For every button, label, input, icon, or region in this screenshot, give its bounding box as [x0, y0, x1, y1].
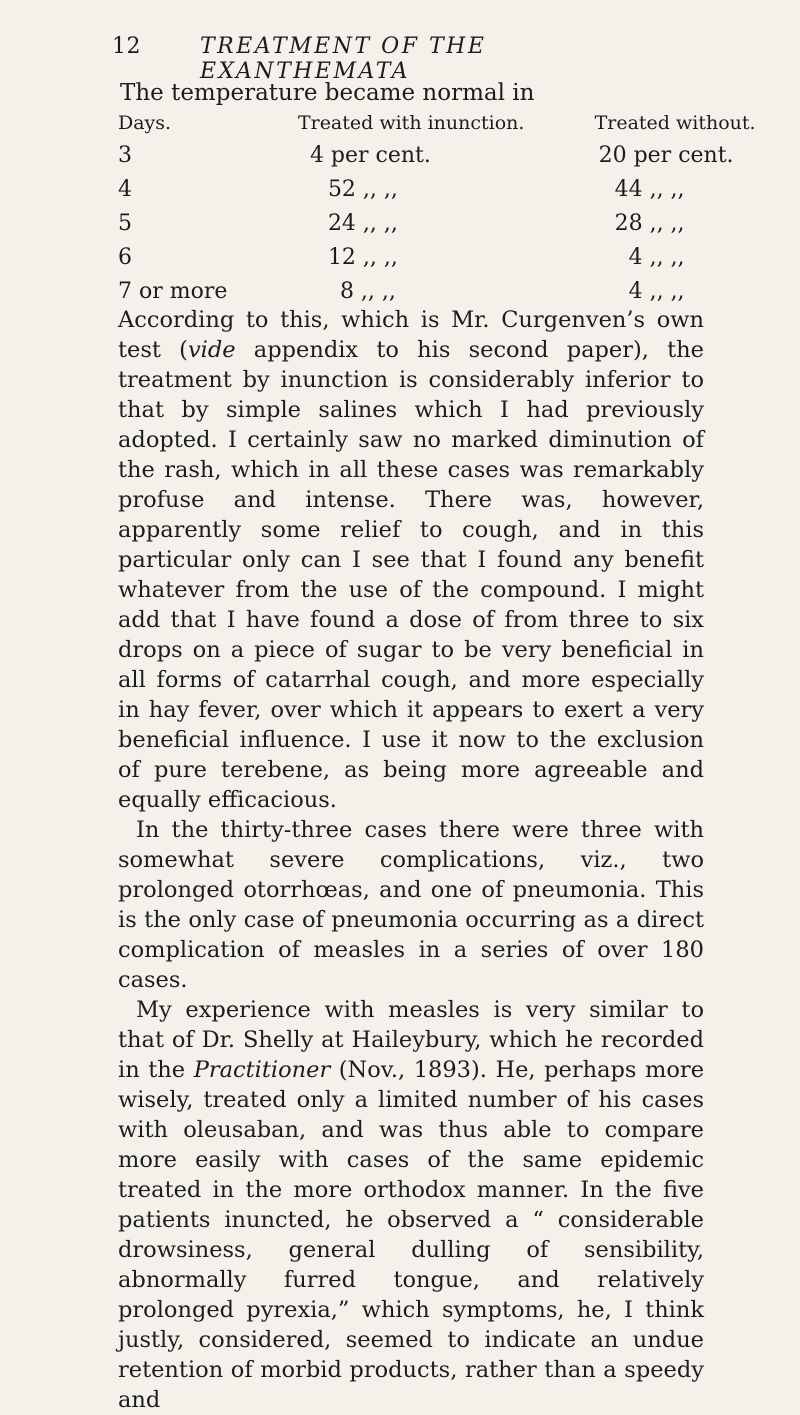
- paragraph-complications: In the thirty-three cases there were three with somewhat severe complications, viz., two prolonged otorrhœas, and one of pneumonia. This is the only case of pneumonia occurring as a direct complication of measles in a series of over 180 cases.: [118, 817, 704, 993]
- paragraph-text: According to this, which is Mr. Curgenven’s own test (: [118, 307, 704, 363]
- table-intro: The temperature became normal in: [120, 80, 535, 106]
- paragraph-shelly: [118, 995, 704, 1415]
- cell-without: 44 ,, ,,: [614, 176, 685, 202]
- cell-days: 6: [118, 244, 132, 270]
- page-number: 12: [112, 34, 141, 59]
- temperature-table: [118, 112, 800, 308]
- cell-days: 7 or more: [118, 278, 228, 304]
- cell-without: 4 ,, ,,: [628, 244, 685, 270]
- table-header-row: [118, 112, 800, 138]
- journal-title: Practitioner: [193, 1057, 331, 1083]
- table-row: [118, 274, 800, 308]
- cell-without: 28 ,, ,,: [614, 210, 685, 236]
- cell-without: 4 ,, ,,: [628, 278, 685, 304]
- cell-days: 5: [118, 210, 132, 236]
- running-title: TREATMENT OF THE EXANTHEMATA: [200, 34, 487, 84]
- cell-with-inunction: 24 ,, ,,: [327, 210, 398, 236]
- cell-with-inunction: 4 per cent.: [309, 142, 431, 168]
- table-row: [118, 172, 800, 206]
- paragraph-text: appendix to his second paper), the treatment by inunction is considerably inferior to that by simple salines which I had previously adopted. I certainly saw no marked diminution of the rash, which in all these cases was remarkably profuse and intense. There was, however, apparently some relief to cough, and in this particular only can I see that I found any benefit whatever from the use of the compound. I might add that I have found a dose of from three to six drops on a piece of sugar to be very beneficial in all forms of catarrhal cough, and more especially in hay fever, over which it appears to exert a very beneficial influence. I use it now to the exclusion of pure terebene, as being more agreeable and equally efficacious.: [118, 337, 704, 813]
- cell-days: 3: [118, 142, 132, 168]
- paragraph-curgenven: [118, 305, 704, 815]
- cell-days: 4: [118, 176, 132, 202]
- table-row: [118, 206, 800, 240]
- paragraph-text: My experience with measles is very similar to that of Dr. Shelly at Haileybury, which he recorded in the: [118, 997, 704, 1083]
- column-header-days: Days.: [118, 112, 172, 134]
- column-header-without: Treated without.: [594, 112, 756, 134]
- body-text: [118, 305, 704, 1415]
- cell-with-inunction: 12 ,, ,,: [327, 244, 398, 270]
- cell-without: 20 per cent.: [598, 142, 734, 168]
- cell-with-inunction: 52 ,, ,,: [327, 176, 398, 202]
- column-header-with-inunction: Treated with inunction.: [297, 112, 525, 134]
- table-row: [118, 240, 800, 274]
- cell-with-inunction: 8 ,, ,,: [339, 278, 396, 304]
- paragraph-text: (Nov., 1893). He, perhaps more wisely, treated only a limited number of his cases with oleusaban, and was thus able to compare more easily with cases of the same epidemic treated in the more orthodox manner. In the five patients inuncted, he observed a “ considerable drowsiness, general dulling of sensibility, abnormally furred tongue, and relatively prolonged pyrexia,” which symptoms, he, I think justly, considered, seemed to indicate an undue retention of morbid products, rather than a speedy and: [118, 1057, 705, 1413]
- table-row: [118, 138, 800, 172]
- vide-italic: vide: [187, 337, 236, 363]
